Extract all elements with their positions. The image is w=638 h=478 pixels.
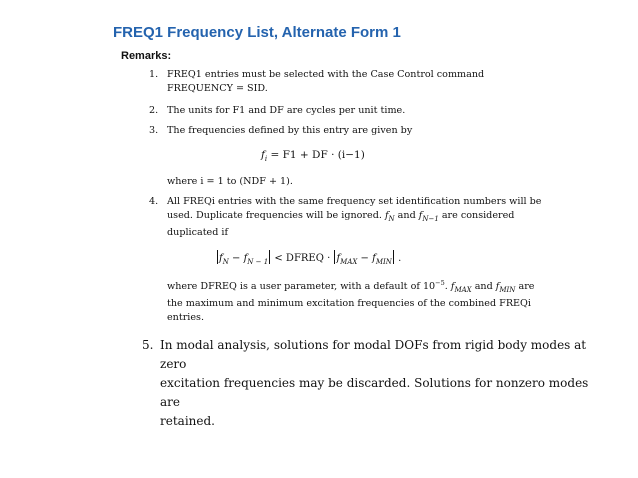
remark-4-continued-body [167,276,559,325]
eq-end: . [394,253,402,264]
abs-bar-left-1 [217,250,218,264]
abs-bar-right-2 [393,250,394,264]
f-max-symbol: f [450,281,455,292]
remark-5-line-2: excitation frequencies may be discarded. Solutions for nonzero modes are [160,376,589,409]
remark-5-body [160,336,590,431]
eq-fmin-sub: MIN [375,258,392,266]
eq-fmin: f [372,253,376,264]
remark-4-line-1: All FREQi entries with the same frequency set identification numbers will be [167,196,542,207]
remark-1-number: 1. [149,69,159,80]
f-n-symbol: f [384,210,389,221]
remark-1-body [167,68,559,96]
remark-4-and: and [394,210,419,221]
dfreq-default-text: where DFREQ is a user parameter, with a default of 10 [167,281,436,292]
frequency-equation [261,148,365,166]
duplicate-condition-equation [216,250,401,269]
remark-4-line-2 [167,209,559,226]
remark-4-line-3: duplicated if [167,227,229,238]
slide-title: FREQ1 Frequency List, Alternate Form 1 [113,24,401,41]
f-max-subscript: MAX [454,286,472,294]
remark-5-line-1: In modal analysis, solutions for modal DOFs from rigid body modes at zero [160,338,587,371]
remark-4-after-line-1 [167,276,559,297]
remark-4-after-line-3: entries. [167,312,205,323]
remark-4-line-2-start: used. Duplicate frequencies will be ignored. [167,210,385,221]
eq-fmax: f [336,253,341,264]
eq-dfreq: < DFREQ · [271,253,334,264]
eq-i-subscript: i [264,155,268,163]
remark-5-number: 5. [142,338,154,352]
eq-f-symbol: f [261,149,265,161]
f-max-and: and [471,281,496,292]
eq-fn1: f [243,253,248,264]
eq-fn-sub: N [222,258,229,266]
remark-3-text: The frequencies defined by this entry are given by [167,125,413,136]
remark-2-text: The units for F1 and DF are cycles per unit time. [167,105,406,116]
remark-4-body [167,195,559,240]
remark-4-number: 4. [149,196,159,207]
remark-1-line-2: FREQUENCY = SID. [167,83,268,94]
f-min-symbol: f [495,281,500,292]
f-n-subscript: N [388,215,395,223]
remark-5-line-3: retained. [160,414,215,428]
eq-minus-1: − [228,253,244,264]
remark-1-line-1: FREQ1 entries must be selected with the Case Control command [167,69,485,80]
eq-rhs: = F1 + DF · (i−1) [267,149,365,161]
f-n-minus-1-symbol: f [418,210,423,221]
remark-4-line-2-end: are considered [438,210,515,221]
remark-3-where: where i = 1 to (NDF + 1). [167,176,293,187]
eq-minus-2: − [357,253,373,264]
remark-2-number: 2. [149,105,159,116]
eq-fn: f [219,253,223,264]
f-min-are: are [515,281,535,292]
remark-4-after-line-2: the maximum and minimum excitation frequencies of the combined FREQi [167,298,531,309]
eq-fmax-sub: MAX [340,258,358,266]
f-min-subscript: MIN [499,286,516,294]
remarks-heading: Remarks: [121,50,172,62]
dfreq-default-exponent: −5 [435,279,445,287]
remark-3-number: 3. [149,125,159,136]
dfreq-period: . [444,281,451,292]
f-n-minus-1-subscript: N−1 [422,215,439,223]
eq-fn1-sub: N − 1 [247,258,269,266]
